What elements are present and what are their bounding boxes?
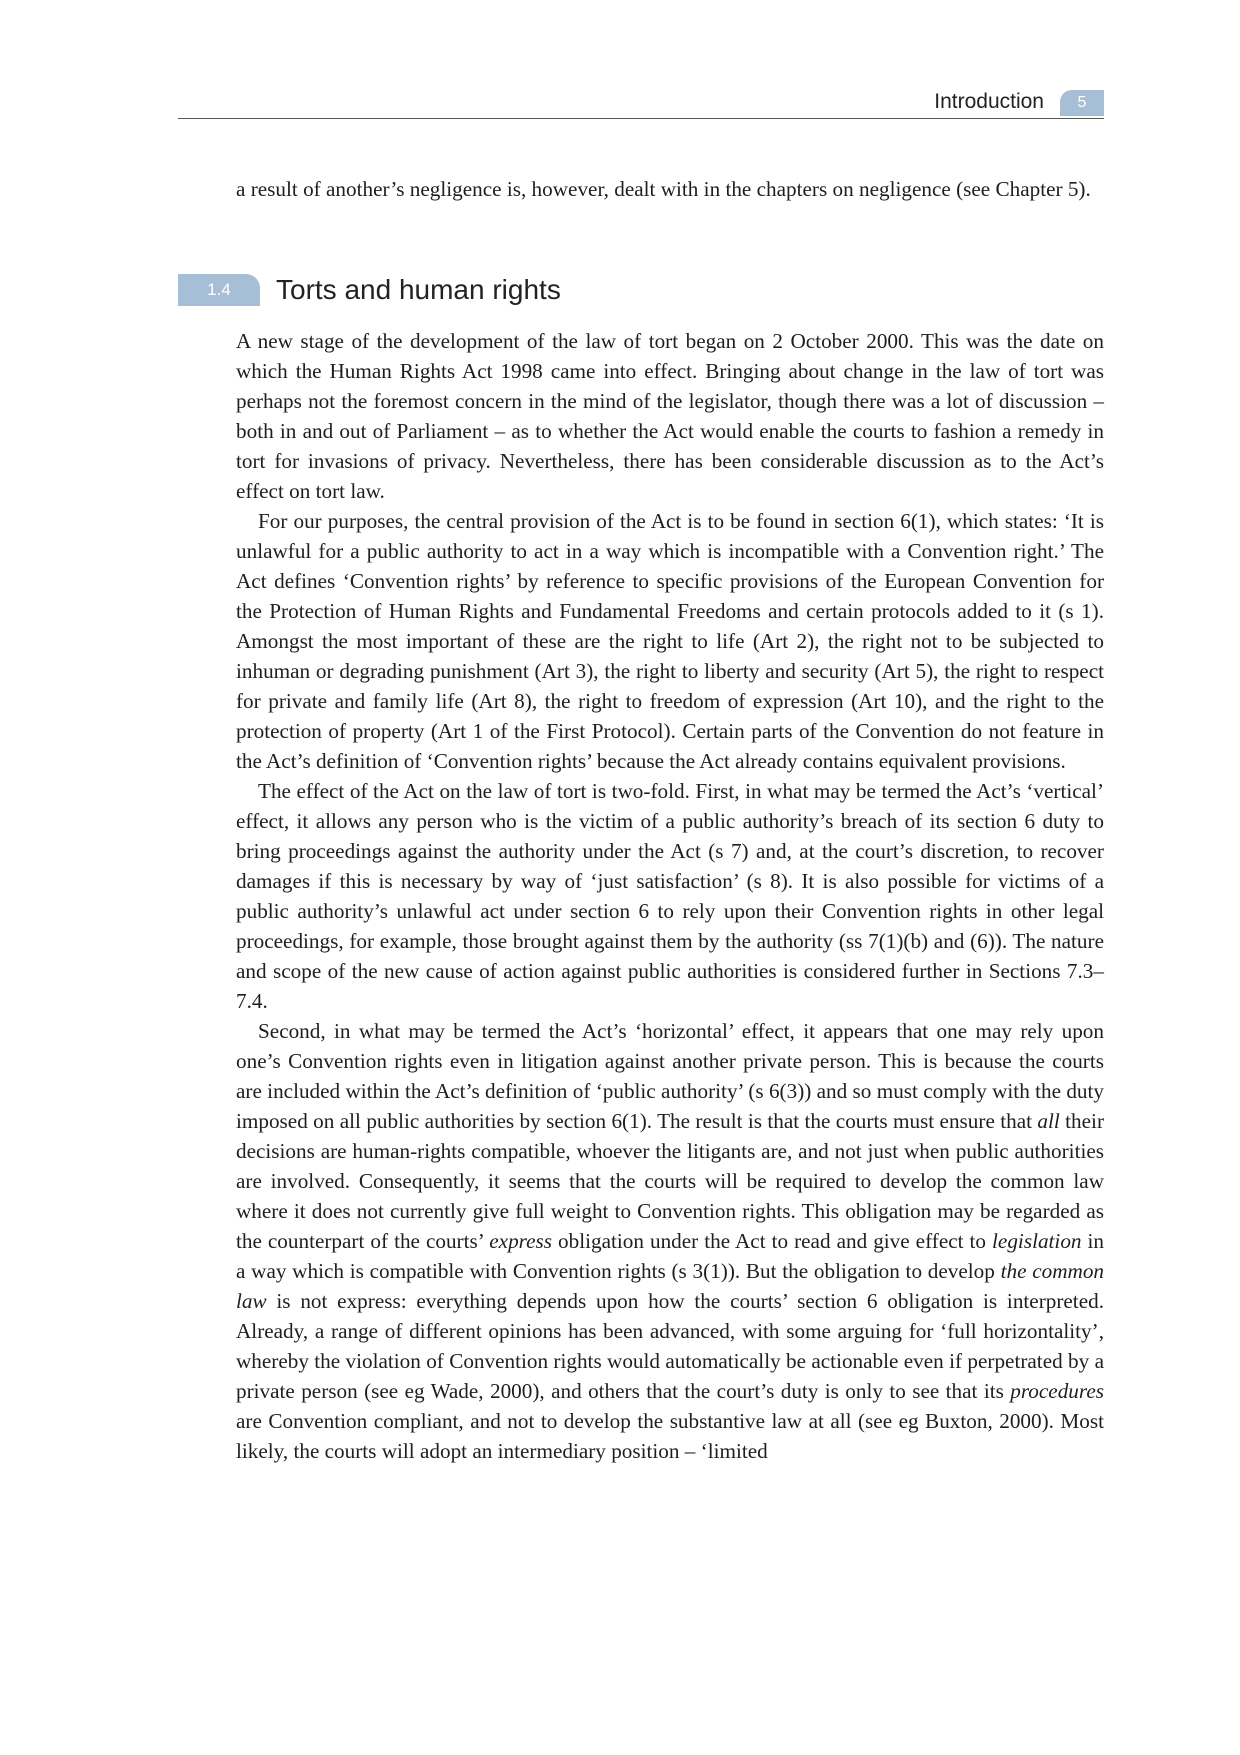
paragraph-4 xyxy=(236,1016,1104,1466)
intro-paragraph: a result of another’s negligence is, however, dealt with in the chapters on negligence (see Chapter 5). xyxy=(236,177,1091,201)
section-heading xyxy=(178,270,1104,310)
running-header xyxy=(178,84,1104,119)
paragraph-3: The effect of the Act on the law of tort is two-fold. First, in what may be termed the Act’s ‘vertical’ effect, it allows any person who is the victim of a public authority’s breach of its section 6 duty to bring proceedings against the authority under the Act (s 7) and, at the court’s discretion, to recover damages if this is necessary by way of ‘just satisfaction’ (s 8). It is also possible for victims of a public authority’s unlawful act under section 6 to rely upon their Convention rights in other legal proceedings, for example, those brought against them by the authority (ss 7(1)(b) and (6)). The nature and scope of the new cause of action against public authorities is considered further in Sections 7.3–7.4. xyxy=(236,779,1104,1013)
paragraph-4-text: their decisions are human-rights compatible, whoever the litigants are, and not just when public authorities are involved. Consequently, it seems that the courts will be required to develop the common law where it does not currently give full weight to Convention rights. This obligation may be regarded as the counterpart of the courts’ xyxy=(236,1109,1104,1253)
page-number-badge: 5 xyxy=(1060,90,1104,116)
section-title: Torts and human rights xyxy=(276,274,561,305)
section-body xyxy=(236,326,1104,1466)
emphasis-express: express xyxy=(489,1229,553,1253)
paragraph-4-text: in a way which is compatible with Convention rights (s 3(1)). But the obligation to develop xyxy=(236,1229,1105,1283)
paragraph-4-text: obligation under the Act to read and give effect to xyxy=(552,1229,993,1253)
running-header-title: Introduction xyxy=(934,90,1044,113)
emphasis-legislation: legislation xyxy=(992,1229,1082,1253)
section-number-badge: 1.4 xyxy=(178,274,260,306)
paragraph-4-text: Second, in what may be termed the Act’s ‘horizontal’ effect, it appears that one may rely upon one’s Convention rights even in litigation against another private person. This is because the courts are included within the Act’s definition of ‘public authority’ (s 6(3)) and so must comply with the duty imposed on all public authorities by section 6(1). The result is that the courts must ensure that xyxy=(236,1019,1104,1133)
paragraph-1: A new stage of the development of the law of tort began on 2 October 2000. This was the date on which the Human Rights Act 1998 came into effect. Bringing about change in the law of tort was perhaps not the foremost concern in the mind of the legislator, though there was a lot of discussion – both in and out of Parliament – as to whether the Act would enable the courts to fashion a remedy in tort for invasions of privacy. Nevertheless, there has been considerable discussion as to the Act’s effect on tort law. xyxy=(236,329,1104,503)
paragraph-2: For our purposes, the central provision of the Act is to be found in section 6(1), which states: ‘It is unlawful for a public authority to act in a way which is incompatible with a Convention right.’ The Act defines ‘Convention rights’ by reference to specific provisions of the European Convention for the Protection of Human Rights and Fundamental Freedoms and certain protocols added to it (s 1). Amongst the most important of these are the right to life (Art 2), the right not to be subjected to inhuman or degrading punishment (Art 3), the right to liberty and security (Art 5), the right to respect for private and family life (Art 8), the right to freedom of expression (Art 10), and the right to the protection of property (Art 1 of the First Protocol). Certain parts of the Convention do not feature in the Act’s definition of ‘Convention rights’ because the Act already contains equivalent provisions. xyxy=(236,509,1104,773)
emphasis-procedures: procedures xyxy=(1010,1379,1104,1403)
emphasis-all: all xyxy=(1037,1109,1060,1133)
emphasis-common-law: the common law xyxy=(236,1259,1105,1313)
paragraph-4-text: is not express: everything depends upon how the courts’ section 6 obligation is interpreted. Already, a range of different opinions has been advanced, with some arguing for ‘full horizontality’, whereby the violation of Convention rights would automatically be actionable even if perpetrated by a private person (see eg Wade, 2000), and others that the court’s duty is only to see that its xyxy=(236,1289,1104,1403)
paragraph-4-text: are Convention compliant, and not to develop the substantive law at all (see eg Buxton, 2000). Most likely, the courts will adopt an intermediary position – ‘limited xyxy=(236,1409,1104,1463)
